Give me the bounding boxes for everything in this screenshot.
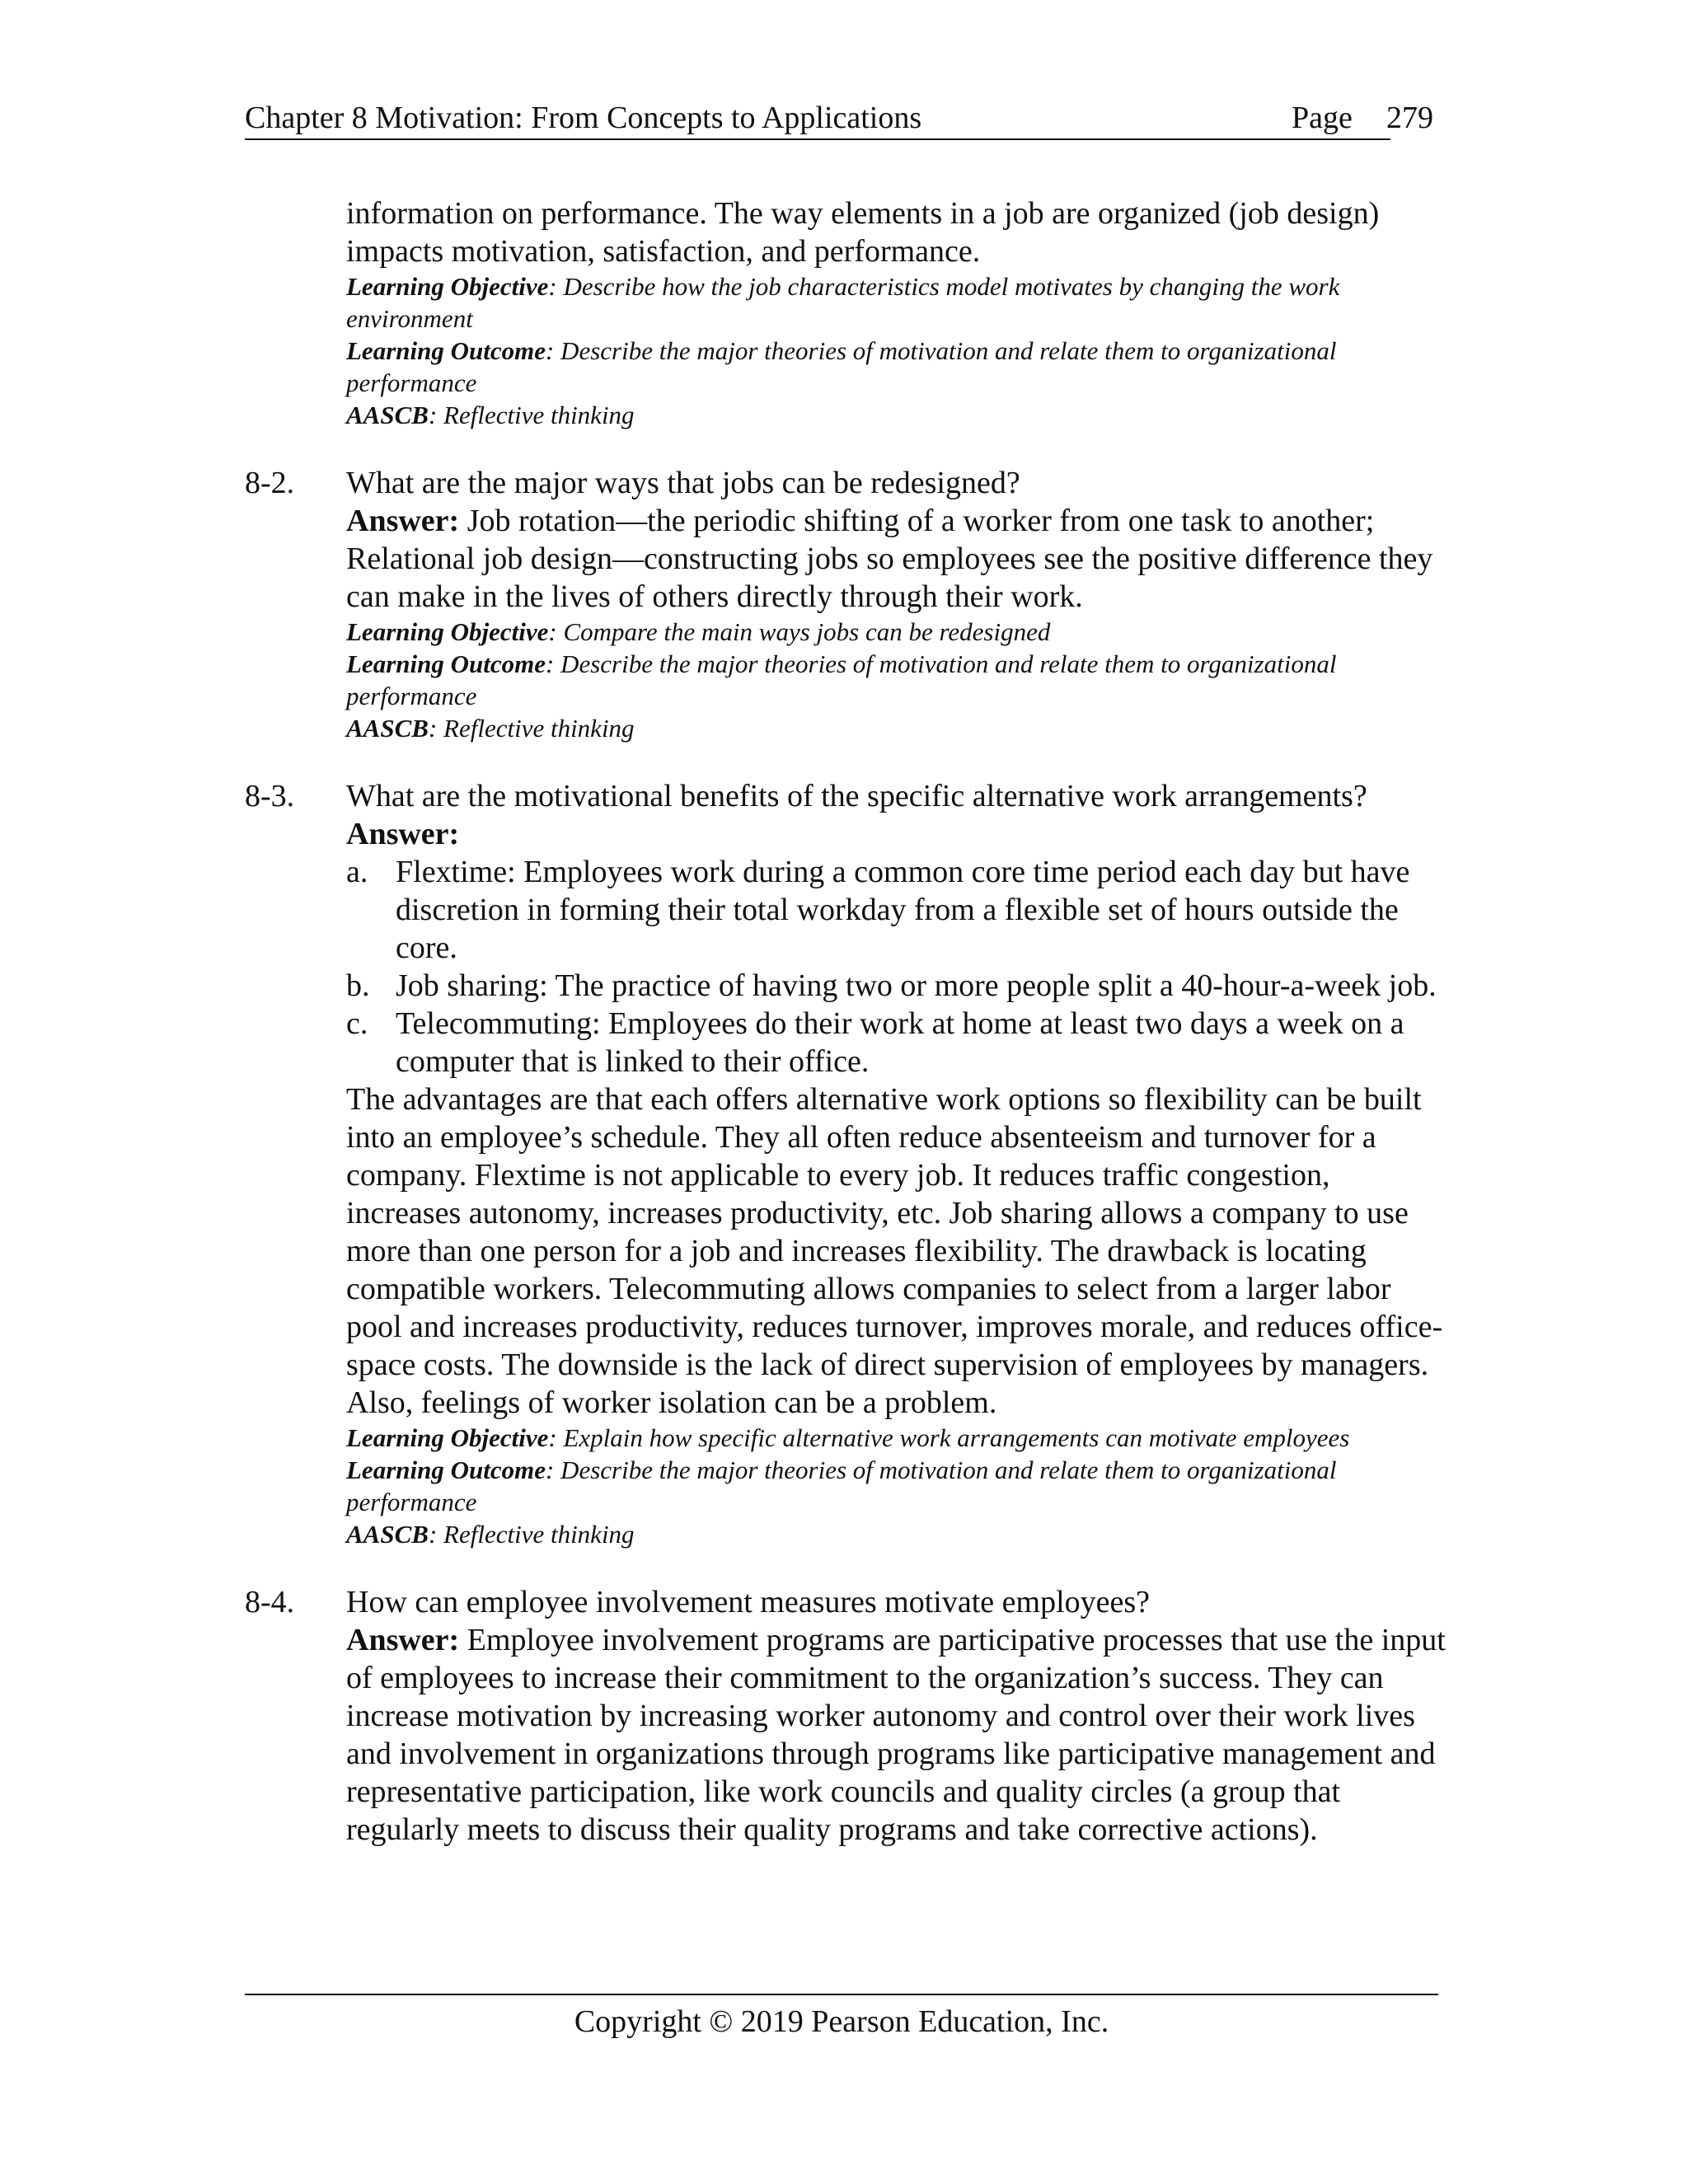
answer-text [346, 1621, 1448, 1849]
question-8-4 [245, 1583, 1448, 1849]
answer-label: Answer: [346, 1623, 460, 1657]
learning-objective [346, 616, 1448, 648]
aascb-label: AASCB [346, 714, 429, 743]
aascb [346, 1518, 1448, 1550]
intro-section [245, 194, 1448, 431]
learning-outcome [346, 335, 1448, 399]
advantages-paragraph: The advantages are that each offers alternative work options so flexibility can be built into an employee’s schedule. They all often reduce absenteeism and turnover for a company. Flextime is not applicable to every job. It reduces traffic congestion, increases autonomy, increases productivity, etc. Job sharing allows a company to use more than one person for a job and increases flexibility. The drawback is locating compatible workers. Telecommuting allows companies to select from a larger labor pool and increases productivity, reduces turnover, improves morale, and reduces office-space costs. The downside is the lack of direct supervision of employees by managers. Also, feelings of worker isolation can be a problem. [346, 1082, 1443, 1420]
lo-text: : Explain how specific alternative work arrangements can motivate employees [548, 1423, 1350, 1452]
answer-body: Employee involvement programs are participative processes that use the input of employees to increase their commitment to the organization’s success. They can increase motivation by increasing worker autonomy and control over their work lives and involvement in organizations through programs like participative management and representative participation, like work councils and quality circles (a group that regularly meets to discuss their quality programs and take corrective actions). [346, 1623, 1446, 1847]
outcome-label: Learning Outcome [346, 649, 546, 678]
aascb-text: : Reflective thinking [428, 401, 635, 429]
outcome-label: Learning Outcome [346, 336, 546, 365]
outcome-label: Learning Outcome [346, 1455, 546, 1484]
aascb-text: : Reflective thinking [428, 1520, 635, 1549]
list-marker: a. [346, 855, 368, 889]
lo-label: Learning Objective [346, 272, 549, 301]
page-label: Page [1292, 101, 1353, 135]
list-marker: c. [346, 1006, 368, 1041]
list-item-text: Flextime: Employees work during a common core time period each day but have discretion in forming their total workday from a flexible set of hours outside the core. [396, 855, 1410, 965]
learning-objective [346, 1422, 1448, 1454]
question-number: 8-3. [245, 779, 295, 813]
question-text: What are the major ways that jobs can be redesigned? [346, 466, 1020, 500]
answer-text [346, 502, 1448, 616]
outcome-text: : Describe the major theories of motivation and relate them to organizational performance [346, 1455, 1337, 1516]
learning-outcome [346, 1454, 1448, 1518]
chapter-title: Chapter 8 Motivation: From Concepts to Applications [245, 101, 922, 135]
lo-text: : Compare the main ways jobs can be redesigned [548, 617, 1051, 646]
learning-objective [346, 270, 1448, 335]
list-item [346, 853, 1448, 967]
question-8-2 [245, 464, 1448, 744]
aascb-label: AASCB [346, 401, 429, 429]
list-item-text: Job sharing: The practice of having two or more people split a 40-hour-a-week job. [396, 968, 1437, 1003]
aascb [346, 399, 1448, 431]
question-text: What are the motivational benefits of the specific alternative work arrangements? [346, 779, 1367, 813]
question-8-3 [245, 777, 1448, 1550]
question-text: How can employee involvement measures motivate employees? [346, 1585, 1151, 1619]
header-rule [245, 138, 1390, 140]
outcome-text: : Describe the major theories of motivation and relate them to organizational performance [346, 649, 1337, 710]
page-content [245, 194, 1448, 1849]
lo-label: Learning Objective [346, 617, 549, 646]
answer-label: Answer: [346, 817, 460, 851]
answer-body: Job rotation—the periodic shifting of a worker from one task to another; Relational job design—constructing jobs so employees see the positive difference they can make in the lives of others directly through their work. [346, 504, 1433, 614]
aascb-text: : Reflective thinking [428, 714, 635, 743]
answer-label: Answer: [346, 504, 460, 538]
arrangement-list [346, 853, 1448, 1080]
page-number: 279 [1386, 101, 1433, 135]
list-item-text: Telecommuting: Employees do their work at home at least two days a week on a computer that is linked to their office. [396, 1006, 1404, 1079]
lo-label: Learning Objective [346, 1423, 549, 1452]
copyright-footer: Copyright © 2019 Pearson Education, Inc. [574, 2004, 1109, 2039]
list-marker: b. [346, 968, 370, 1003]
list-item [346, 1005, 1448, 1080]
page-header [245, 97, 1432, 143]
question-number: 8-2. [245, 466, 295, 500]
footer-rule [245, 1994, 1438, 1995]
outcome-text: : Describe the major theories of motivation and relate them to organizational performance [346, 336, 1337, 397]
lo-text: : Describe how the job characteristics model motivates by changing the work environment [346, 272, 1340, 333]
list-item [346, 967, 1448, 1005]
aascb [346, 712, 1448, 744]
intro-text: information on performance. The way elements in a job are organized (job design) impacts motivation, satisfaction, and performance. [346, 196, 1380, 269]
aascb-label: AASCB [346, 1520, 429, 1549]
question-number: 8-4. [245, 1585, 295, 1619]
learning-outcome [346, 648, 1448, 712]
